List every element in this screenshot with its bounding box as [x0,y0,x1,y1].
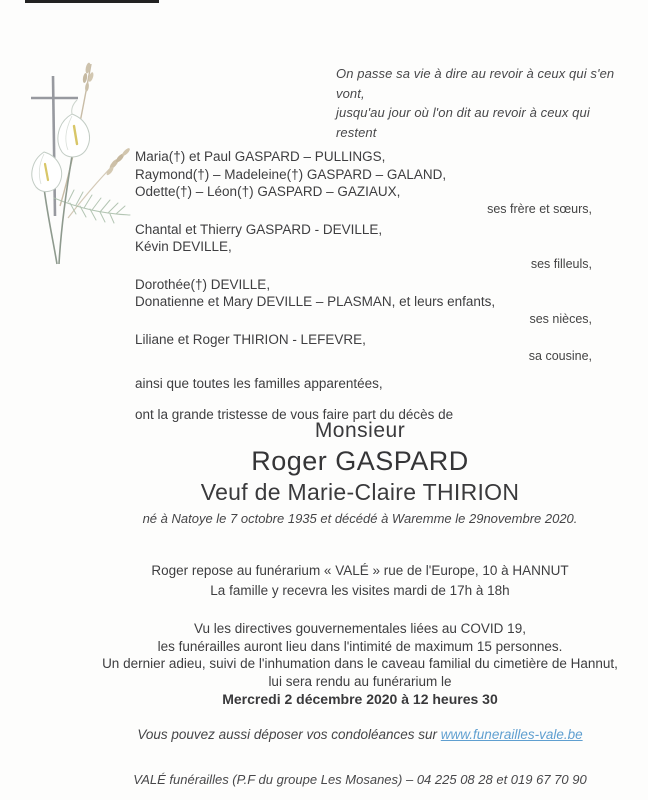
family-group-godchildren [135,221,592,256]
family-member-line: Liliane et Roger THIRION - LEFEVRE, [135,331,366,347]
family-member-line: Raymond(†) – Madeleine(†) GASPARD – GALAND, [135,166,447,182]
farewell-line: lui sera rendu au funérarium le [268,673,452,689]
family-member-line: Dorothée(†) DEVILLE, [135,276,271,292]
relation-label-cousin: sa cousine, [528,349,592,363]
family-member-line: Chantal et Thierry GASPARD - DEVILLE, [135,221,383,237]
funeral-home-line: VALÉ funérailles (P.F du groupe Les Mosanes) – 04 225 08 28 et 019 67 70 90 [133,772,587,787]
visitation-location-line: Roger repose au funérarium « VALÉ » rue de l'Europe, 10 à HANNUT [151,563,569,578]
condolences-link[interactable]: www.funerailles-vale.be [440,727,583,742]
family-list [135,148,592,423]
relation-label-nieces: ses nièces, [529,311,592,326]
cross-and-lilies-artwork [14,56,136,268]
quote-line-1: On passe sa vie à dire au revoir à ceux qui s'en vont, [336,66,615,101]
calla-lily-icon [32,152,62,192]
ceremony-date: Mercredi 2 décembre 2020 à 12 heures 30 [222,691,498,707]
burial-line: Un dernier adieu, suivi de l'inhumation dans le caveau familial du cimetière de Hannut, [102,656,618,671]
visitation-hours-line: La famille y recevra les visites mardi de 17h à 18h [210,583,510,598]
family-member-line: Maria(†) et Paul GASPARD – PULLINGS, [135,149,386,164]
calla-lily-icon [58,100,90,157]
family-group-cousin [135,331,592,349]
deceased-section [72,417,648,529]
condolences-text: Vous pouvez aussi déposer vos condoléances sur [137,727,441,742]
family-group-siblings [135,148,592,201]
family-group-nieces [135,276,592,311]
relation-label-godchildren: ses filleuls, [530,256,592,271]
announcement-line: ont la grande tristesse de vous faire part du décès de [135,406,454,422]
scan-artifact-line [25,0,159,3]
deceased-widower-line: Veuf de Marie-Claire THIRION [200,479,520,505]
visitation-section [72,561,648,601]
opening-quote [336,64,616,142]
deceased-life-dates: né à Natoye le 7 octobre 1935 et décédé à Waremme le 29novembre 2020. [142,511,578,526]
relation-label-siblings: ses frère et sœurs, [487,201,592,216]
covid-limit-line: les funérailles auront lieu dans l'intimité de maximum 15 personnes. [157,638,563,654]
deceased-name: Roger GASPARD [251,446,469,476]
family-member-line: Kévin DEVILLE, [135,239,232,254]
condolences-section [72,727,648,742]
covid-directives-line: Vu les directives gouvernementales liées au COVID 19, [194,621,526,636]
family-member-line: Donatienne et Mary DEVILLE – PLASMAN, et leurs enfants, [135,294,496,309]
funeral-home-footer [72,772,648,787]
family-member-line: Odette(†) – Léon(†) GASPARD – GAZIAUX, [135,184,401,199]
deceased-honorific: Monsieur [314,419,406,442]
related-families-line: ainsi que toutes les familles apparentées, [135,376,383,391]
quote-line-2: jusqu'au jour où l'on dit au revoir à ceux qui restent [336,105,590,140]
funeral-notice-section [72,620,648,709]
